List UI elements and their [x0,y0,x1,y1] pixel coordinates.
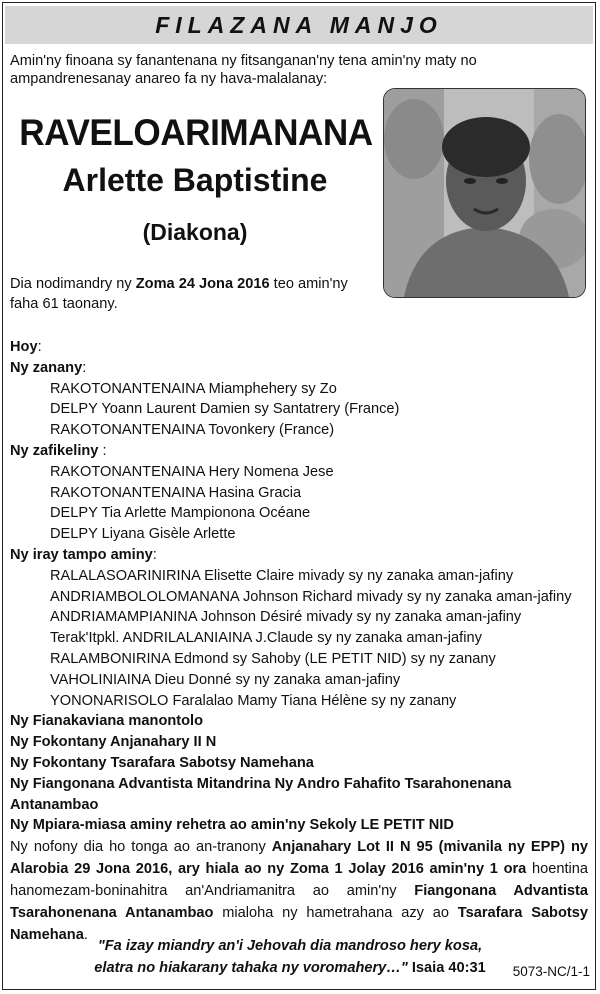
deceased-given-names: Arlette Baptistine [62,162,328,198]
section-heading [10,545,590,566]
portrait-image [384,89,585,297]
death-prefix: Dia nodimandry ny [10,276,136,292]
funeral-church: Fiangonana Advantista Tsarahonenana Antanambao [10,883,588,921]
notice-title: FILAZANA MANJO [155,11,443,38]
quote-line-2-wrap [70,957,510,979]
notice-header [5,6,593,44]
list-item: DELPY Liyana Gisèle Arlette [50,526,236,543]
quote-line-2: elatra no hiakarany tahaka ny voromahery…" [94,960,408,976]
section-title: Ny iray tampo aminy [10,546,153,563]
funeral-text: hoentina hanomezam-boninahitra an'Andriamanitra ao amin'ny [10,861,588,899]
quote-reference: Isaia 40:31 [407,960,486,976]
list-item: RALAMBONIRINA Edmond sy Sahoby (LE PETIT NID) sy ny zanany [50,650,496,667]
death-announcement [10,274,380,314]
deceased-surname: RAVELOARIMANANA [19,112,373,153]
death-date: Zoma 24 Jona 2016 [135,276,270,292]
other-mourner: Ny Fokontany Anjanahary II N [10,734,217,751]
notice-reference-code: 5073-NC/1-1 [512,964,590,979]
other-mourner: Ny Fiangonana Advantista Mitandrina Ny Andro Fahafito Tsarahonenana Antanambao [10,775,512,813]
list-item: RALALASOARINIRINA Elisette Claire mivady sy ny zanaka aman-jafiny [50,567,514,584]
section-heading [10,358,590,379]
funeral-text: mialoha ny hametrahana azy ao [213,905,458,921]
list-item: VAHOLINIAINA Dieu Donné sy ny zanaka aman-jafiny [50,671,401,688]
section-title: Ny zanany [10,359,83,376]
hoy-label: Hoy [10,339,38,355]
deceased-photo [383,88,586,298]
list-item: RAKOTONANTENAINA Hery Nomena Jese [50,463,334,480]
family-list [10,337,590,836]
list-item: ANDRIAMAMPIANINA Johnson Désiré mivady sy ny zanaka aman-jafiny [50,609,522,626]
section-heading [10,441,590,462]
list-item: ANDRIAMBOLOLOMANANA Johnson Richard mivady sy ny zanaka aman-jafiny [50,588,572,605]
funeral-text: . [83,927,88,943]
list-item: RAKOTONANTENAINA Hasina Gracia [50,484,302,501]
funeral-text: Ny nofony dia ho tonga ao an-tranony [10,839,272,855]
hoy-line: Hoy: [10,339,42,355]
other-mourner: Ny Mpiara-miasa aminy rehetra ao amin'ny Sekoly LE PETIT NID [10,817,454,834]
list-item: Terak'Itpkl. ANDRILALANIAINA J.Claude sy ny zanaka aman-jafiny [50,630,482,647]
quote-line-1: "Fa izay miandry an'i Jehovah dia mandroso hery kosa, [97,938,483,954]
funeral-details [10,836,588,946]
list-item: DELPY Tia Arlette Mampionona Océane [50,505,311,522]
list-item: YONONARISOLO Faralalao Mamy Tiana Hélène sy ny zanany [50,692,457,709]
section-sep: : [82,359,87,376]
other-mourner: Ny Fokontany Tsarafara Sabotsy Namehana [10,754,314,771]
deceased-role: (Diakona) [142,219,248,245]
funeral-location-date: Anjanahary Lot II N 95 (mivanila ny EPP) ny Alarobia 29 Jona 2016, ary hiala ao ny Zoma 1 Jolay 2016 amin'ny 1 ora [10,839,589,877]
bible-quote [70,935,510,979]
other-mourner: Ny Fianakaviana manontolo [10,713,204,730]
list-item: DELPY Yoann Laurent Damien sy Santatrery (France) [50,401,400,418]
burial-place: Tsarafara Sabotsy Namehana [10,905,588,943]
intro-text: Amin'ny finoana sy fanantenana ny fitsanganan'ny tena amin'ny maty no ampandrenesanay anareo fa ny hava-malalanay: [10,53,477,87]
section-sep: : [152,546,157,563]
death-suffix: teo amin'ny faha 61 taonany. [10,276,348,312]
list-item: RAKOTONANTENAINA Tovonkery (France) [50,422,335,439]
list-item: RAKOTONANTENAINA Miamphehery sy Zo [50,380,337,397]
section-title: Ny zafikeliny [10,442,99,459]
section-sep: : [98,442,107,459]
